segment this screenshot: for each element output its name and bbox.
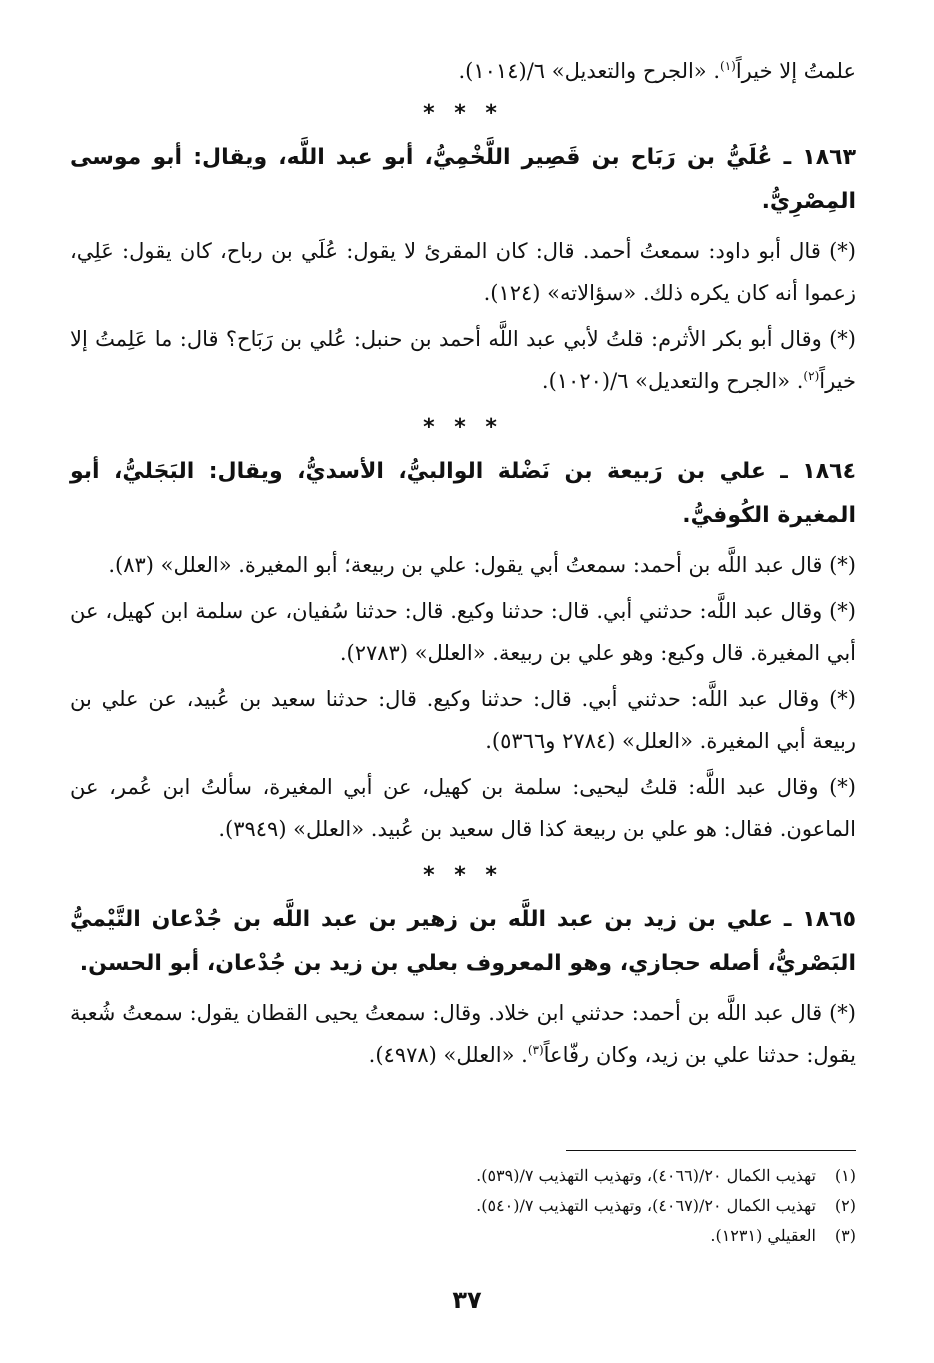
footnote-number: (٣) [834,1226,856,1245]
footnote-marker: (٢) [803,369,820,383]
paragraph [70,318,856,402]
footnote-text: العقيلي (١٢٣١). [710,1226,816,1245]
footnote-item [78,1161,856,1191]
page-body [70,50,856,1080]
footnote-divider [566,1150,856,1151]
section-separator: * * * [423,863,503,888]
paragraph-text: (*) وقال عبد اللَّه: حدثني أبي. قال: حدثنا وكيع. قال: حدثنا سعيد بن عُبيد، عن علي بن ربيعة أبي المغيرة. «العلل» (٢٧٨٤ و٥٣٦٦). [70,687,856,753]
footnote-marker: (٣) [527,1043,544,1057]
paragraph [70,544,856,586]
footnote-number: (٢) [834,1196,856,1215]
paragraph-text: (*) قال عبد اللَّه بن أحمد: سمعتُ أبي يقول: علي بن ربيعة؛ أبو المغيرة. «العلل» (٨٣). [108,553,856,577]
footnote-item [78,1191,856,1221]
paragraph-text: (*) قال عبد اللَّه بن أحمد: حدثني ابن خلاد. وقال: سمعتُ يحيى القطان يقول: سمعتُ شُعبة يقول: حدثنا علي بن زيد، وكان رفّاعاً [70,1001,856,1067]
paragraph [70,230,856,314]
footnote-item [78,1221,856,1251]
paragraph [70,678,856,762]
opening-citation: . «الجرح والتعديل» ٦/(١٠١٤). [458,59,721,83]
footnote-text: تهذيب الكمال ٢٠/(٤٠٦٧)، وتهذيب التهذيب ٧/(٥٤٠). [476,1196,816,1215]
paragraph-text: (*) وقال أبو بكر الأثرم: قلتُ لأبي عبد اللَّه أحمد بن حنبل: عُلي بن رَبَاح؟ قال: ما عَلِمتُ إلا خيراً [70,327,856,393]
paragraph [70,590,856,674]
entry-heading-1865: ١٨٦٥ ـ علي بن زيد بن عبد اللَّه بن زهير بن عبد اللَّه بن جُدْعان التَّيْميُّ البَصْريُّ، أصله حجازي، وهو المعروف بعلي بن زيد بن جُدْعان، أبو الحسن. [70,907,856,976]
section-separator: * * * [423,101,503,126]
entry-heading-1863: ١٨٦٣ ـ عُلَيُّ بن رَبَاح بن قَصِير اللَّخْمِيُّ، أبو عبد اللَّه، ويقال: أبو موسى المِصْرِيُّ. [70,145,856,214]
footnote-text: تهذيب الكمال ٢٠/(٤٠٦٦)، وتهذيب التهذيب ٧/(٥٣٩). [476,1166,816,1185]
paragraph [70,766,856,850]
page-number: ٣٧ [452,1286,482,1314]
paragraph-citation: . «العلل» (٤٩٧٨). [368,1043,528,1067]
paragraph [70,992,856,1076]
section-separator: * * * [423,415,503,440]
opening-paragraph [70,50,856,92]
paragraph-text: (*) وقال عبد اللَّه: حدثني أبي. قال: حدثنا وكيع. قال: حدثنا سُفيان، عن سلمة ابن كهيل، عن أبي المغيرة. قال وكيع: وهو علي بن ربيعة. «العلل» (٢٧٨٣). [70,599,856,665]
paragraph-text: (*) وقال عبد اللَّه: قلتُ ليحيى: سلمة بن كهيل، عن أبي المغيرة، سألتُ ابن عُمر، عن الماعون. فقال: هو علي بن ربيعة كذا قال سعيد بن عُبيد. «العلل» (٣٩٤٩). [70,775,856,841]
paragraph-citation: . «الجرح والتعديل» ٦/(١٠٢٠). [541,369,804,393]
opening-text: علمتُ إلا خيراً [735,59,856,83]
paragraph-text: (*) قال أبو داود: سمعتُ أحمد. قال: كان المقرئ لا يقول: عُلَي بن رباح، كان يقول: عَلِي، زعموا أنه كان يكره ذلك. «سؤالاته» (١٢٤). [70,239,856,305]
footnote-number: (١) [834,1166,856,1185]
footnote-marker: (١) [720,59,736,73]
footnotes [78,1150,856,1251]
entry-heading-1864: ١٨٦٤ ـ علي بن رَبيعة بن نَضْلة الوالبيُّ، الأسديُّ، ويقال: البَجَليُّ، أبو المغيرة الكُوفيُّ. [70,459,856,528]
